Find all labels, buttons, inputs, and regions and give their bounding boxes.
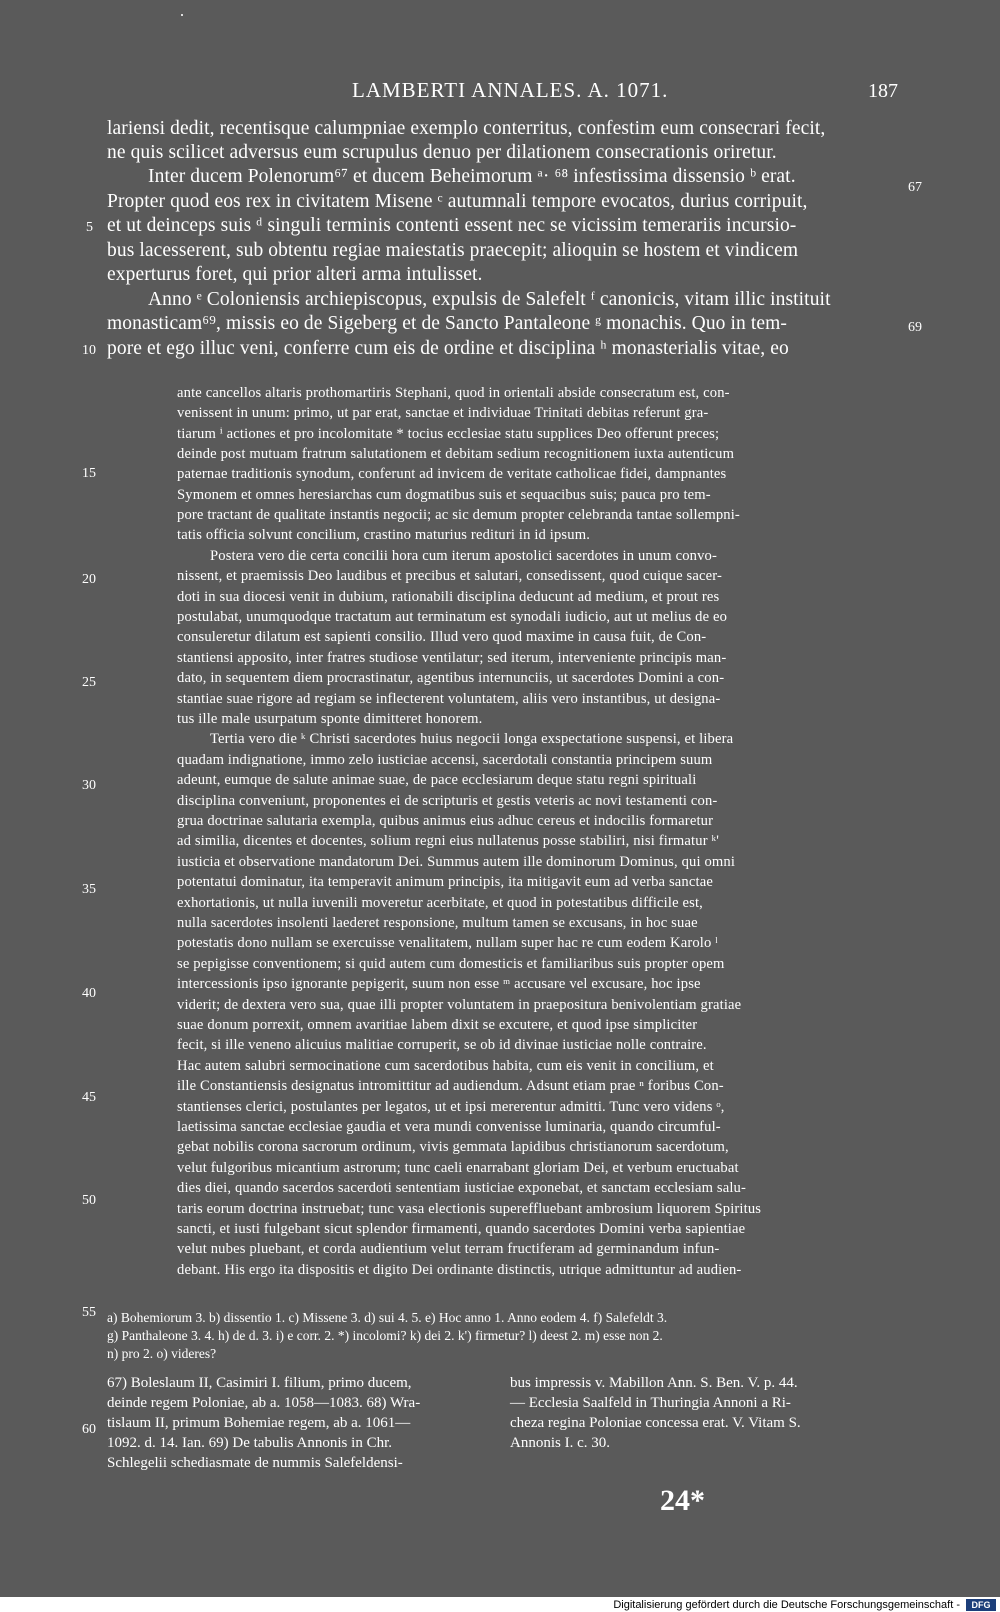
text-line: Tertia vero die ᵏ Christi sacerdotes huius negocii longa exspectatione suspensi, et libera	[210, 731, 734, 747]
commentary-line: 1092. d. 14. Ian. 69) De tabulis Annonis in Chr.	[107, 1435, 392, 1451]
text-line: paternae traditionis synodum, conferunt ad invicem de veritate catholicae fidei, dampnantes	[177, 466, 727, 482]
scan-speck	[181, 14, 183, 16]
commentary-line: bus impressis v. Mabillon Ann. S. Ben. V. p. 44.	[510, 1375, 798, 1391]
text-line: pore tractant de qualitate instantis negocii; ac sic demum propter celebranda tantae sollempni-	[177, 507, 740, 523]
line-number: 45	[82, 1090, 96, 1105]
text-line: stantienses clerici, postulantes per legatos, ut et ipsi mererentur admitti. Tunc vero videns ᵒ,	[177, 1099, 725, 1115]
commentary-line: deinde regem Poloniae, ab a. 1058—1083. 68) Wra-	[107, 1395, 421, 1411]
commentary-line: — Ecclesia Saalfeld in Thuringia Annoni a Ri-	[510, 1395, 791, 1411]
text-line: tatis officia solvunt concilium, crastino maturius redituri in id ipsum.	[177, 527, 591, 543]
text-line: quadam indignatione, immo zelo iusticiae accensi, sacerdotali constantia principem suum	[177, 752, 713, 768]
commentary-line: cheza regina Poloniae concessa erat. V. Vitam S.	[510, 1415, 801, 1431]
line-number: 20	[82, 572, 96, 587]
text-line: debant. His ergo ita dispositis et digito Dei ordinante distinctis, utrique admittuntur ad audien-	[177, 1262, 742, 1278]
text-line: intercessionis ipso ignorante pepigerit, suum non esse ᵐ accusare vel excusare, hoc ipse	[177, 976, 701, 992]
line-number: 15	[82, 466, 96, 481]
text-line: disciplina conveniunt, proponentes ei de scripturis et gestis veteris ac novi testamenti con-	[177, 793, 718, 809]
text-line: velut nubes pluebant, et corda audientium velut terram fructiferam ad germinandum infun-	[177, 1241, 720, 1257]
text-line: potentatui dominatur, ita temperavit animum principis, ita mitigavit eum ad verba sanctae	[177, 874, 713, 890]
line-number: 55	[82, 1305, 96, 1320]
text-line: tus ille male usurpatum sponte dimitteret honorem.	[177, 711, 483, 727]
text-line: Propter quod eos rex in civitatem Misene ᶜ autumnali tempore evocatos, durius corripuit,	[107, 191, 808, 212]
dfg-logo: DFG	[966, 1599, 996, 1611]
text-line: lariensi dedit, recentisque calumpniae exemplo conterritus, confestim eum consecrari fecit,	[107, 118, 826, 139]
line-number: 10	[82, 343, 96, 358]
text-line: consuleretur dilatum est sapienti consilio. Illud vero quod maxime in causa fuit, de Con-	[177, 629, 707, 645]
variant-note-line: g) Panthaleone 3. 4. h) de d. 3. i) e corr. 2. *) incolomi? k) dei 2. k') firmetur? l) deest 2. m) esse non 2.	[107, 1328, 663, 1343]
text-line: Inter ducem Polenorum⁶⁷ et ducem Beheimorum ᵃ· ⁶⁸ infestissima dissensio ᵇ erat.	[148, 166, 796, 187]
line-number: 25	[82, 675, 96, 690]
text-line: deinde post mutuam fratrum salutationem et debitam sedium recognitionem iuxta autenticum	[177, 446, 735, 462]
line-number: 5	[86, 220, 93, 235]
text-line: pore et ego illuc veni, conferre cum eis de ordine et disciplina ʰ monasterialis vitae, eo	[107, 338, 789, 359]
page-number: 187	[868, 80, 898, 102]
text-line: ille Constantiensis designatus intromittitur ad audiendum. Adsunt etiam prae ⁿ foribus Con-	[177, 1078, 724, 1094]
text-line: nissent, et praemissis Deo laudibus et precibus et salutari, consedissent, quod cuique sacer-	[177, 568, 722, 584]
text-line: suae donum porrexit, omnem avaritiae labem dixit se excutere, et quod ipse simpliciter	[177, 1017, 698, 1033]
text-line: stantiae suae rigore ad regiam se inflecterent voluntatem, aliis vero instantibus, ut designa-	[177, 691, 721, 707]
text-line: Postera vero die certa concilii hora cum iterum apostolici sacerdotes in unum convo-	[210, 548, 718, 564]
text-line: adeunt, eumque de salute animae suae, de pace ecclesiarum deque statu regni spirituali	[177, 772, 697, 788]
text-line: velut fulgoribus micantium astrorum; tunc caeli enarrabant gloriam Dei, et verbum eructuabat	[177, 1160, 739, 1176]
text-line: se pepigisse conventionem; si quid autem cum domesticis et familiaribus suis propter opem	[177, 956, 725, 972]
line-number: 40	[82, 986, 96, 1001]
text-line: fecit, si ille veneno alicuius malitiae corruperit, se ob id divinae iusticiae nolle contraire.	[177, 1037, 707, 1053]
commentary-line: 67) Boleslaum II, Casimiri I. filium, primo ducem,	[107, 1375, 412, 1391]
running-title: LAMBERTI ANNALES. A. 1071.	[352, 78, 669, 102]
text-line: dies diei, quando sacerdos sacerdoti sententiam iusticiae exponebat, et sanctam ecclesiam salu-	[177, 1180, 747, 1196]
text-line: experturus foret, qui prior alteri arma intulisset.	[107, 264, 483, 285]
line-number: 50	[82, 1193, 96, 1208]
text-line: et ut deinceps suis ᵈ singuli terminis contenti essent nec se vicissim temerariis incursio-	[107, 215, 797, 236]
line-number: 60	[82, 1422, 96, 1437]
text-line: gebat nobilis corona sacrorum ordinum, vivis gemmata lapidibus christianorum sacerdotum,	[177, 1139, 729, 1155]
commentary-line: Annonis I. c. 30.	[510, 1435, 610, 1451]
text-line: laetissima sanctae ecclesiae gaudia et vera mundi convenisse luminaria, quando circumful-	[177, 1119, 721, 1135]
text-line: exhortationis, ut nulla iuvenili moveretur acerbitate, et quod in potestatibus difficile est,	[177, 895, 703, 911]
line-number: 30	[82, 778, 96, 793]
text-line: sancti, et iusti fulgebant sicut splendor firmamenti, quando sacerdotes Domini verba sapientiae	[177, 1221, 746, 1237]
text-line: postulabat, unumquodque tractatum aut terminatum est synodali iudicio, aut ut melius de eo	[177, 609, 728, 625]
text-line: venissent in unum: primo, ut par erat, sanctae et individuae Trinitati debitas referunt gra-	[177, 405, 709, 421]
text-line: grua doctrinae salutaria exempla, quibus animus eius adhuc cereus et indocilis formaretur	[177, 813, 714, 829]
margin-note-ref: 69	[908, 320, 922, 335]
text-line: Hac autem salubri sermocinatione cum sacerdotibus habita, cum eis venit in concilium, et	[177, 1058, 714, 1074]
text-line: viderit; de dextera vero sua, quae illi propter voluntatem in praepositura benivolentiam gratiae	[177, 997, 742, 1013]
text-line: monasticam⁶⁹, missis eo de Sigeberg et de Sancto Pantaleone ᵍ monachis. Quo in tem-	[107, 313, 787, 334]
text-line: bus lacesserent, sub obtentu regiae maiestatis praecepit; alioquin se hostem et vindicem	[107, 240, 799, 261]
variant-note-line: a) Bohemiorum 3. b) dissentio 1. c) Missene 3. d) sui 4. 5. e) Hoc anno 1. Anno eodem 4. f) Salefeldt 3.	[107, 1310, 668, 1325]
signature-mark: 24*	[660, 1484, 705, 1517]
text-line: taris eorum doctrina instruebat; tunc vasa electionis supereffluebant ambrosium liquorem Spiritus	[177, 1201, 762, 1217]
commentary-line: Schlegelii schediasmate de nummis Salefeldensi-	[107, 1455, 403, 1471]
text-line: dato, in sequentem diem procrastinatur, agentibus internunciis, ut sacerdotes Domini a con-	[177, 670, 725, 686]
text-line: iusticia et observatione mandatorum Dei. Summus autem ille dominorum Dominus, qui omni	[177, 854, 736, 870]
text-line: ante cancellos altaris prothomartiris Stephani, quod in orientali abside consecratum est, con-	[177, 385, 730, 401]
margin-note-ref: 67	[908, 180, 922, 195]
text-line: ne quis scilicet adversus eum scrupulus denuo per dilationem consecrationis oriretur.	[107, 142, 777, 163]
commentary-line: tislaum II, primum Bohemiae regem, ab a. 1061—	[107, 1415, 411, 1431]
text-line: Anno ᵉ Coloniensis archiepiscopus, expulsis de Salefelt ᶠ canonicis, vitam illic instituit	[148, 289, 831, 310]
text-line: potestatis dono nullam se exercuisse venalitatem, nullam super hac re cum eodem Karolo ˡ	[177, 935, 718, 951]
funding-credit: Digitalisierung gefördert durch die Deutsche Forschungsgemeinschaft -	[613, 1599, 960, 1611]
text-line: tiarum ⁱ actiones et pro incolomitate * tocius ecclesiae statu supplices Deo offerunt preces;	[177, 426, 720, 442]
text-line: doti in sua diocesi venit in dubium, rationabili disciplina deducunt ad medium, et prout res	[177, 589, 720, 605]
text-line: stantiensi apposito, inter fratres studiose ventilatur; sed iterum, interveniente principis man-	[177, 650, 727, 666]
text-line: ad similia, dicentes et docentes, solium regni eius nullatenus posse stabiliri, nisi firmatur ᵏ'	[177, 833, 720, 849]
text-line: nulla sacerdotes insolenti laederet responsione, multum tamen se excusans, in hoc suae	[177, 915, 698, 931]
variant-note-line: n) pro 2. o) videres?	[107, 1346, 217, 1361]
text-line: Symonem et omnes heresiarchas cum dogmatibus suis et sequacibus suis; pauca pro tem-	[177, 487, 711, 503]
line-number: 35	[82, 882, 96, 897]
